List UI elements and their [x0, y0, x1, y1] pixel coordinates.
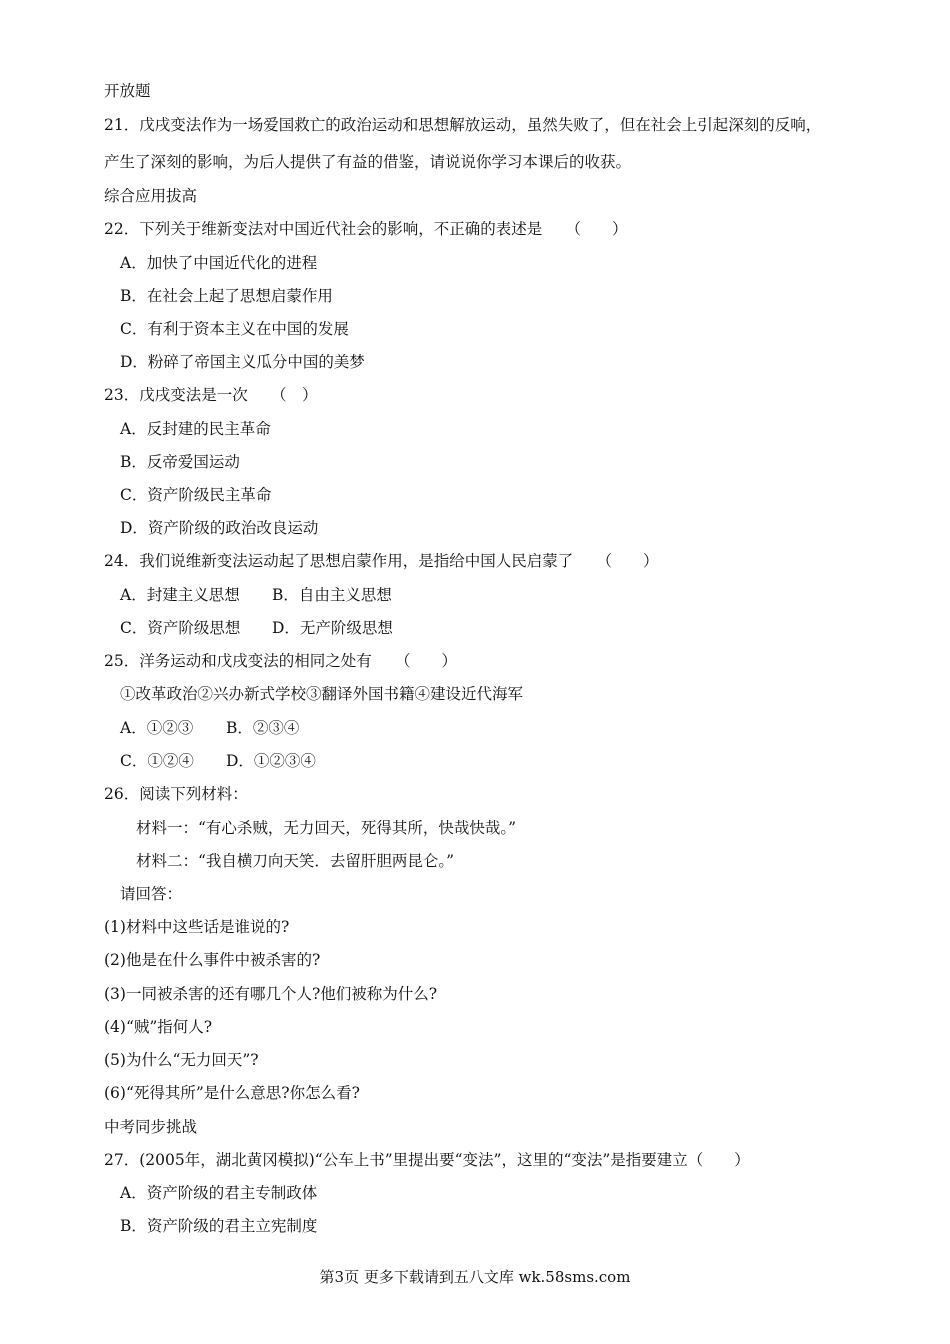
q26-subquestion-2: (2)他是在什么事件中被杀害的?: [104, 951, 321, 969]
q26-material2: 材料二：“我自横刀向天笑．去留肝胆两昆仑。”: [136, 852, 455, 870]
section-heading-open: 开放题: [104, 82, 151, 100]
q22-option-c: C．有利于资本主义在中国的发展: [120, 320, 349, 338]
q26-subquestion-6: (6)“死得其所”是什么意思?你怎么看?: [104, 1084, 360, 1102]
q26-prompt: 请回答：: [120, 885, 183, 903]
q22-stem: 22．下列关于维新变法对中国近代社会的影响，不正确的表述是 （ ）: [104, 220, 628, 238]
q23-option-b: B．反帝爱国运动: [120, 453, 240, 471]
q26-stem: 26．阅读下列材料：: [104, 785, 248, 803]
q23-option-c: C．资产阶级民主革命: [120, 486, 272, 504]
q24-option-a: A．封建主义思想: [120, 586, 240, 604]
q24-option-b: B．自由主义思想: [272, 586, 392, 604]
q26-subquestion-3: (3)一同被杀害的还有哪几个人?他们被称为什么?: [104, 985, 438, 1003]
q25-option-d: D．①②③④: [226, 752, 316, 770]
q27-option-b: B．资产阶级的君主立宪制度: [120, 1217, 318, 1235]
q26-material1: 材料一：“有心杀贼，无力回天，死得其所，快哉快哉。”: [136, 819, 517, 837]
q23-stem: 23．戊戌变法是一次 （ ）: [104, 386, 318, 404]
q26-subquestion-4: (4)“贼”指何人?: [104, 1018, 213, 1036]
section-heading-comprehensive: 综合应用拔高: [104, 187, 198, 205]
q25-option-b: B．②③④: [226, 719, 300, 737]
q26-subquestion-1: (1)材料中这些话是谁说的?: [104, 918, 290, 936]
q22-option-b: B．在社会上起了思想启蒙作用: [120, 287, 333, 305]
q21-line2: 产生了深刻的影响，为后人提供了有益的借鉴，请说说你学习本课后的收获。: [104, 153, 632, 171]
q23-option-a: A．反封建的民主革命: [120, 420, 271, 438]
q22-option-a: A．加快了中国近代化的进程: [120, 254, 318, 272]
q21-line1: 21．戊戌变法作为一场爱国救亡的政治运动和思想解放运动，虽然失败了，但在社会上引起深刻的反响，: [104, 116, 822, 134]
q24-stem: 24．我们说维新变法运动起了思想启蒙作用，是指给中国人民启蒙了 （ ）: [104, 552, 659, 570]
q27-option-a: A．资产阶级的君主专制政体: [120, 1184, 318, 1202]
q23-option-d: D．资产阶级的政治改良运动: [120, 519, 319, 537]
q24-option-c: C．资产阶级思想: [120, 619, 241, 637]
section-heading-exam: 中考同步挑战: [104, 1118, 198, 1136]
q27-stem: 27．(2005年，湖北黄冈模拟)“公车上书”里提出要“变法”，这里的“变法”是指要建立（ ）: [104, 1151, 750, 1169]
q25-option-a: A．①②③: [120, 719, 194, 737]
q25-stem: 25．洋务运动和戊戌变法的相同之处有 （ ）: [104, 652, 457, 670]
q26-subquestion-5: (5)为什么“无力回天”?: [104, 1051, 259, 1069]
q22-option-d: D．粉碎了帝国主义瓜分中国的美梦: [120, 353, 365, 371]
page-footer: 第3页 更多下载请到五八文库 wk.58sms.com: [319, 1268, 631, 1286]
q25-items: ①改革政治②兴办新式学校③翻译外国书籍④建设近代海军: [120, 685, 524, 703]
q25-option-c: C．①②④: [120, 752, 194, 770]
q24-option-d: D．无产阶级思想: [272, 619, 393, 637]
